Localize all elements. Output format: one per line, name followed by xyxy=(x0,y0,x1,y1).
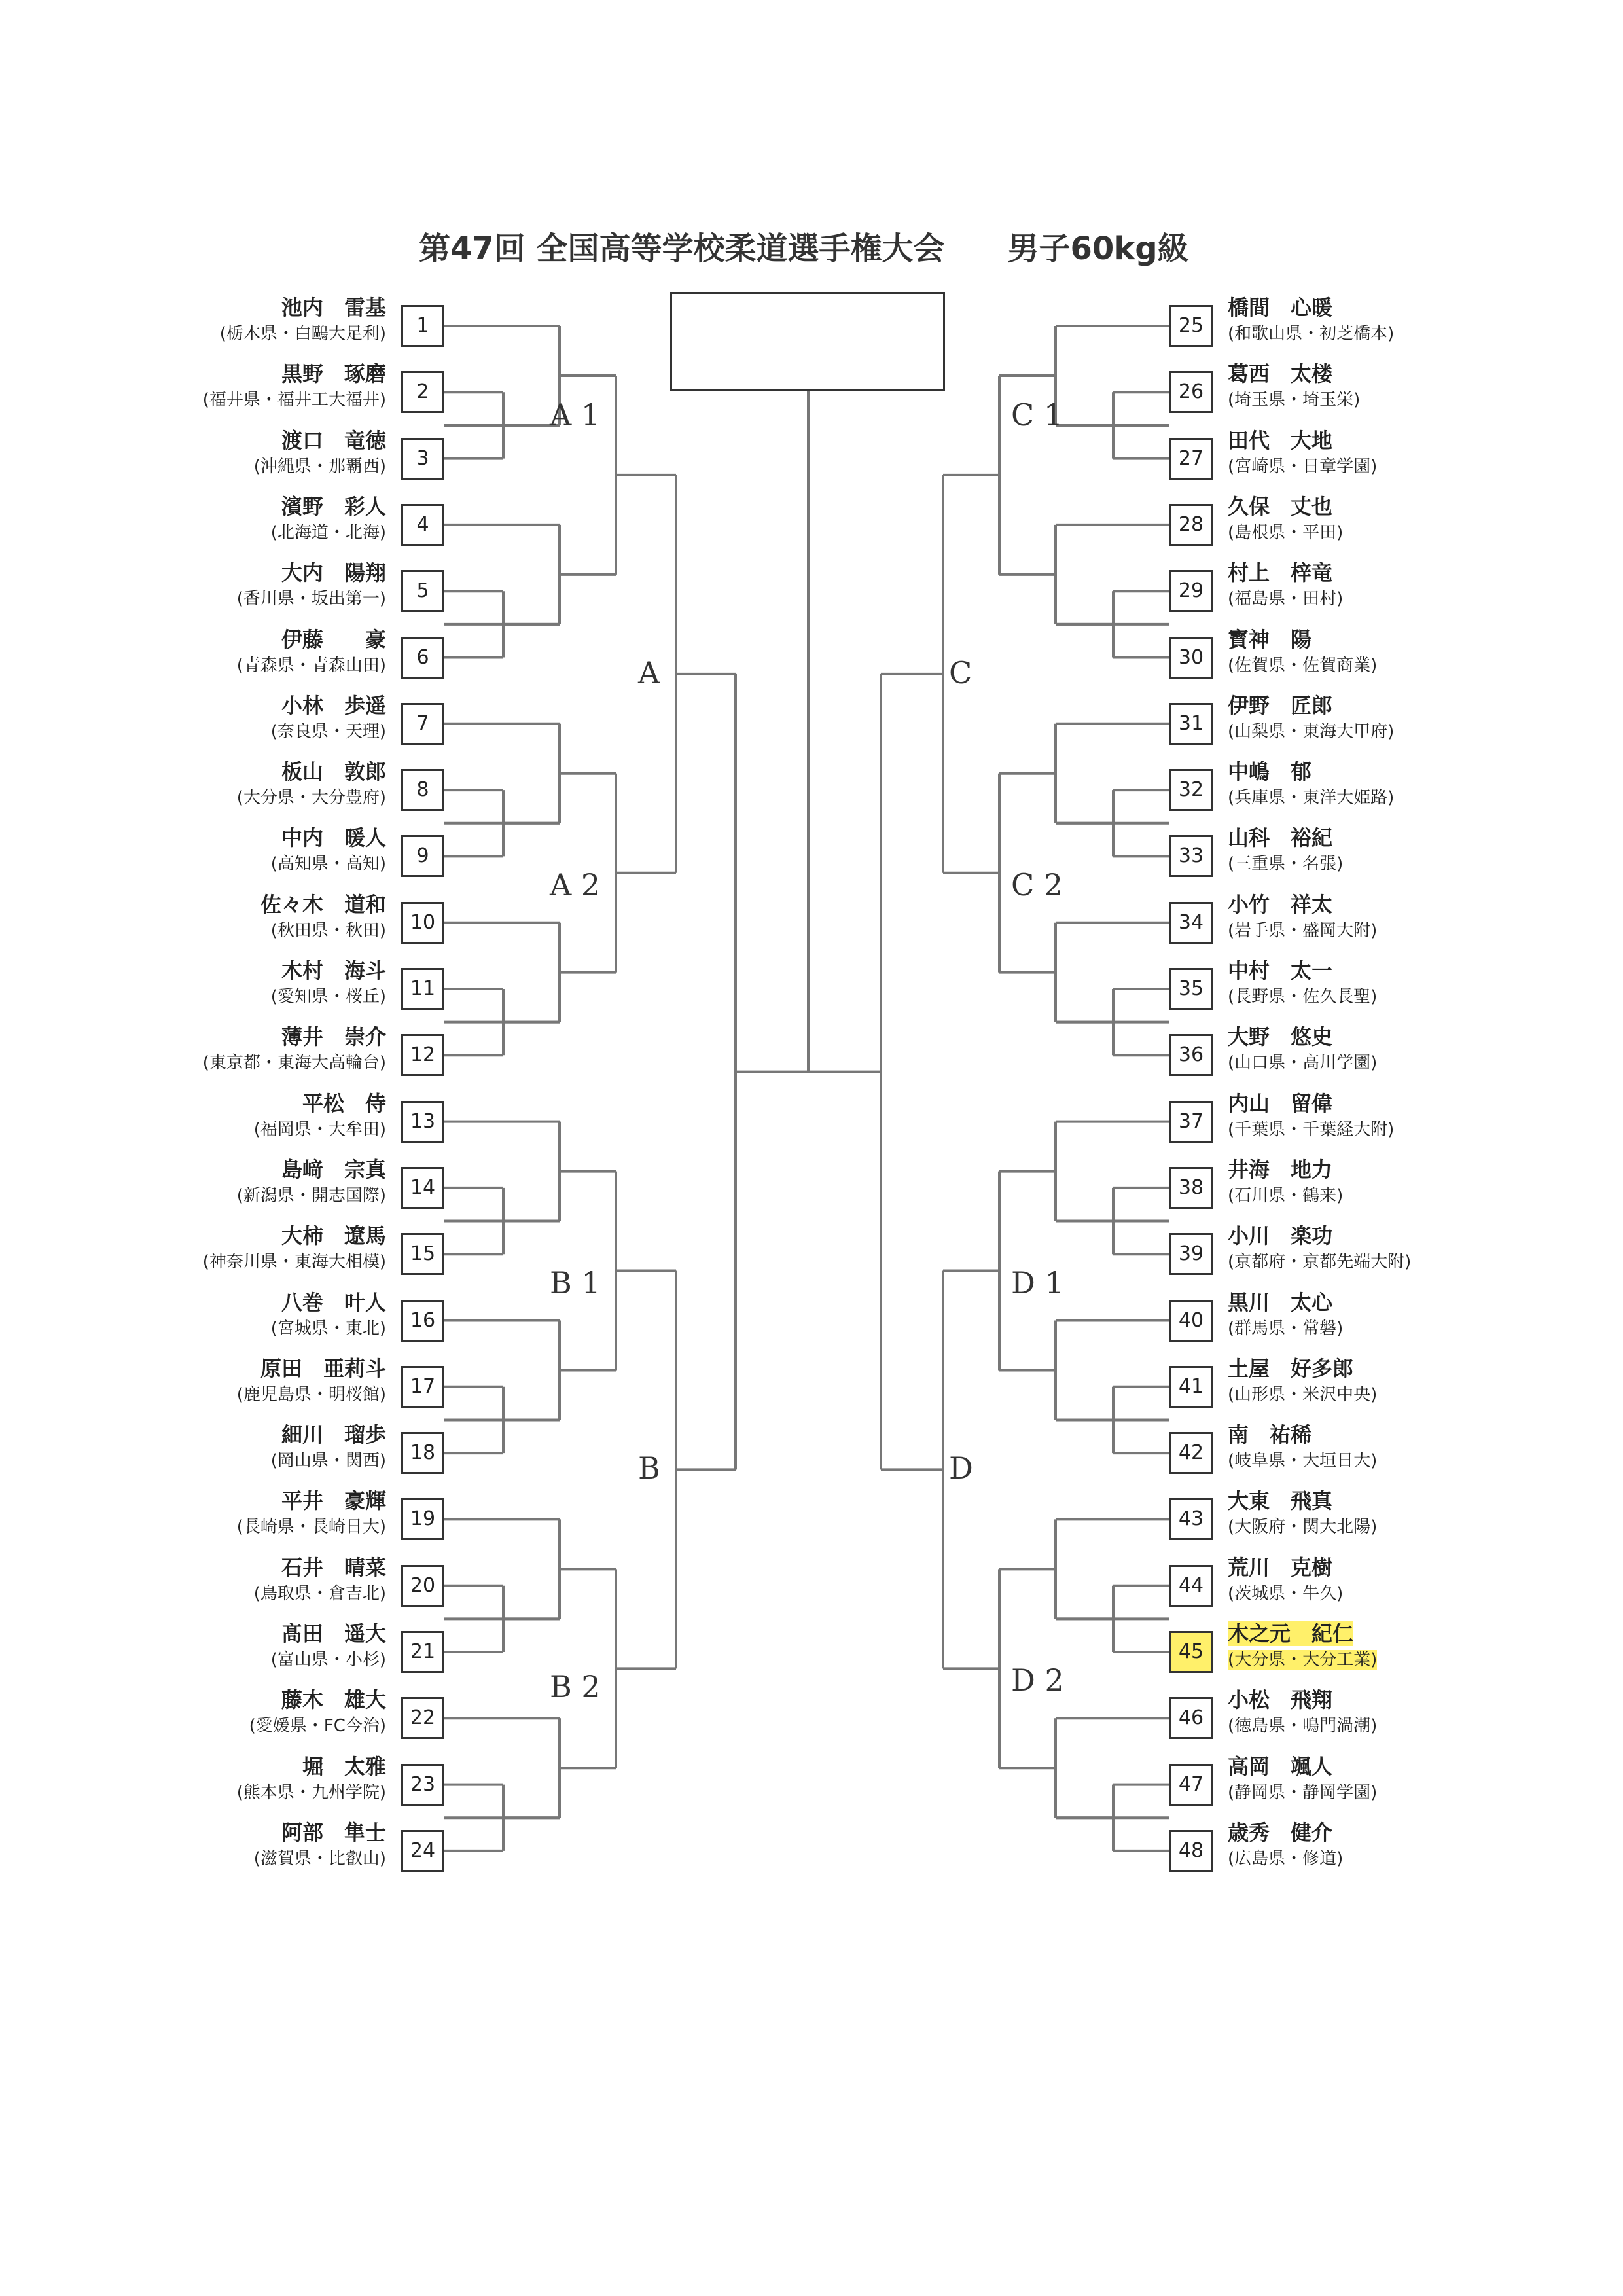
player-number-box: 36 xyxy=(1169,1034,1213,1076)
player-name: 板山 敦郎 xyxy=(281,759,386,785)
player-team: (長崎県・長崎日大) xyxy=(236,1517,386,1537)
player-team: (沖縄県・那覇西) xyxy=(253,456,386,476)
pool-label-a: A xyxy=(638,655,660,691)
pool-label-d: D xyxy=(949,1450,973,1486)
player-number-box: 35 xyxy=(1169,968,1213,1010)
player-name: 黒野 琢磨 xyxy=(281,361,386,387)
player-number-box: 7 xyxy=(401,703,444,745)
player-number-box: 9 xyxy=(401,835,444,877)
player-name: 大東 飛真 xyxy=(1228,1488,1333,1514)
player-team: (秋田県・秋田) xyxy=(270,920,386,941)
player-number-box: 48 xyxy=(1169,1830,1213,1872)
player-name: 葛西 太楼 xyxy=(1228,361,1333,387)
player-name: 伊野 匠郎 xyxy=(1228,692,1333,718)
pool-label-a1: A 1 xyxy=(550,397,601,433)
player-team: (和歌山県・初芝橋本) xyxy=(1228,324,1395,344)
player-name: 渡口 竜徳 xyxy=(281,427,386,453)
player-team: (大阪府・関大北陽) xyxy=(1228,1517,1378,1537)
player-team: (福井県・福井工大福井) xyxy=(202,390,386,410)
player-name: 土屋 好多郎 xyxy=(1228,1355,1354,1381)
player-number-box: 14 xyxy=(401,1167,444,1209)
player-number-box: 19 xyxy=(401,1498,444,1540)
player-number-box: 45 xyxy=(1169,1631,1213,1673)
player-team: (山形県・米沢中央) xyxy=(1228,1384,1378,1405)
player-team: (福島県・田村) xyxy=(1228,589,1344,609)
player-number-box: 34 xyxy=(1169,902,1213,944)
player-team: (島根県・平田) xyxy=(1228,522,1344,543)
player-number-box: 42 xyxy=(1169,1432,1213,1474)
player-name: 荒川 克樹 xyxy=(1228,1554,1333,1580)
player-number-box: 1 xyxy=(401,305,444,347)
player-team: (青森県・青森山田) xyxy=(236,655,386,675)
player-name: 石井 晴菜 xyxy=(281,1554,386,1580)
player-name: 木村 海斗 xyxy=(281,958,386,983)
player-number-box: 41 xyxy=(1169,1366,1213,1408)
weight-class: 男子60kg級 xyxy=(1007,230,1189,267)
player-number-box: 5 xyxy=(401,570,444,612)
player-team: (岡山県・関西) xyxy=(270,1451,386,1471)
tournament-title: 第47回 全国高等学校柔道選手権大会 xyxy=(419,230,945,267)
player-name: 木之元 紀仁 xyxy=(1228,1621,1354,1646)
player-name: 池内 雷基 xyxy=(281,295,386,320)
player-team: (北海道・北海) xyxy=(270,522,386,543)
player-team: (京都府・京都先端大附) xyxy=(1228,1252,1412,1272)
player-number-box: 47 xyxy=(1169,1764,1213,1806)
pool-label-c: C xyxy=(949,655,972,691)
player-number-box: 37 xyxy=(1169,1101,1213,1143)
pool-label-c2: C 2 xyxy=(1011,867,1063,903)
player-number-box: 31 xyxy=(1169,703,1213,745)
player-number-box: 33 xyxy=(1169,835,1213,877)
player-number-box: 6 xyxy=(401,637,444,679)
player-team: (熊本県・九州学院) xyxy=(236,1782,386,1803)
pool-label-b2: B 2 xyxy=(550,1669,601,1705)
player-name: 八巻 叶人 xyxy=(281,1289,386,1315)
player-name: 小林 歩遥 xyxy=(281,692,386,718)
player-team: (愛媛県・FC今治) xyxy=(249,1716,386,1736)
player-number-box: 46 xyxy=(1169,1697,1213,1739)
player-name: 大野 悠史 xyxy=(1228,1024,1333,1050)
player-team: (兵庫県・東洋大姫路) xyxy=(1228,788,1395,808)
player-team: (徳島県・鳴門渦潮) xyxy=(1228,1716,1378,1736)
player-name: 細川 瑠歩 xyxy=(281,1422,386,1448)
player-name: 歳秀 健介 xyxy=(1228,1820,1333,1845)
player-team: (新潟県・開志国際) xyxy=(236,1185,386,1206)
player-team: (山口県・高川学園) xyxy=(1228,1053,1378,1073)
player-number-box: 16 xyxy=(401,1300,444,1342)
player-number-box: 18 xyxy=(401,1432,444,1474)
player-number-box: 17 xyxy=(401,1366,444,1408)
player-team: (長野県・佐久長聖) xyxy=(1228,987,1378,1007)
player-team: (千葉県・千葉経大附) xyxy=(1228,1119,1395,1139)
player-number-box: 29 xyxy=(1169,570,1213,612)
player-name: 久保 丈也 xyxy=(1228,493,1333,519)
player-team: (大分県・大分工業) xyxy=(1228,1650,1378,1670)
player-number-box: 8 xyxy=(401,769,444,811)
player-name: 濱野 彩人 xyxy=(281,493,386,519)
player-name: 佐々木 道和 xyxy=(260,891,386,917)
player-number-box: 23 xyxy=(401,1764,444,1806)
player-number-box: 38 xyxy=(1169,1167,1213,1209)
player-number-box: 43 xyxy=(1169,1498,1213,1540)
player-team: (鹿児島県・明桜館) xyxy=(236,1384,386,1405)
player-number-box: 13 xyxy=(401,1101,444,1143)
player-name: 山科 裕紀 xyxy=(1228,825,1333,851)
player-name: 小松 飛翔 xyxy=(1228,1687,1333,1713)
player-team: (栃木県・白鷗大足利) xyxy=(219,324,386,344)
player-number-box: 12 xyxy=(401,1034,444,1076)
player-team: (岐阜県・大垣日大) xyxy=(1228,1451,1378,1471)
player-name: 黒川 太心 xyxy=(1228,1289,1333,1315)
player-name: 阿部 隼士 xyxy=(281,1820,386,1845)
player-name: 薄井 崇介 xyxy=(281,1024,386,1050)
player-name: 田代 大地 xyxy=(1228,427,1333,453)
player-number-box: 2 xyxy=(401,371,444,413)
pool-label-a2: A 2 xyxy=(550,867,601,903)
pool-label-b: B xyxy=(638,1450,660,1486)
player-number-box: 3 xyxy=(401,438,444,480)
player-number-box: 4 xyxy=(401,504,444,546)
player-number-box: 11 xyxy=(401,968,444,1010)
player-name: 中嶋 郁 xyxy=(1228,759,1312,785)
player-team: (高知県・高知) xyxy=(270,854,386,874)
player-team: (広島県・修道) xyxy=(1228,1848,1344,1869)
player-name: 大内 陽翔 xyxy=(281,560,386,586)
player-team: (佐賀県・佐賀商業) xyxy=(1228,655,1378,675)
player-name: 小川 楽功 xyxy=(1228,1223,1333,1249)
player-team: (奈良県・天理) xyxy=(270,721,386,742)
player-team: (山梨県・東海大甲府) xyxy=(1228,721,1395,742)
player-number-box: 40 xyxy=(1169,1300,1213,1342)
player-name: 内山 留偉 xyxy=(1228,1090,1333,1116)
player-number-box: 10 xyxy=(401,902,444,944)
player-team: (静岡県・静岡学園) xyxy=(1228,1782,1378,1803)
player-name: 大柿 遼馬 xyxy=(281,1223,386,1249)
player-name: 平松 侍 xyxy=(302,1090,386,1116)
player-number-box: 20 xyxy=(401,1565,444,1607)
player-name: 小竹 祥太 xyxy=(1228,891,1333,917)
pool-label-d1: D 1 xyxy=(1011,1265,1064,1300)
player-number-box: 44 xyxy=(1169,1565,1213,1607)
player-team: (鳥取県・倉吉北) xyxy=(253,1583,386,1604)
player-team: (宮城県・東北) xyxy=(270,1318,386,1338)
player-number-box: 30 xyxy=(1169,637,1213,679)
player-team: (宮崎県・日章学園) xyxy=(1228,456,1378,476)
player-name: 原田 亜莉斗 xyxy=(260,1355,386,1381)
player-number-box: 21 xyxy=(401,1631,444,1673)
player-number-box: 26 xyxy=(1169,371,1213,413)
player-name: 中内 暖人 xyxy=(281,825,386,851)
player-team: (愛知県・桜丘) xyxy=(270,987,386,1007)
player-name: 橋間 心暖 xyxy=(1228,295,1333,320)
player-name: 高岡 颯人 xyxy=(1228,1753,1333,1779)
player-name: 堀 太雅 xyxy=(302,1753,386,1779)
player-name: 井海 地力 xyxy=(1228,1157,1333,1182)
player-number-box: 24 xyxy=(401,1830,444,1872)
player-name: 寳神 陽 xyxy=(1228,626,1312,652)
player-team: (埼玉県・埼玉栄) xyxy=(1228,390,1361,410)
player-team: (東京都・東海大高輪台) xyxy=(202,1053,386,1073)
player-name: 村上 梓竜 xyxy=(1228,560,1333,586)
player-name: 南 祐稀 xyxy=(1228,1422,1312,1448)
pool-label-d2: D 2 xyxy=(1011,1662,1064,1698)
player-team: (神奈川県・東海大相模) xyxy=(202,1252,386,1272)
player-number-box: 32 xyxy=(1169,769,1213,811)
player-team: (石川県・鶴来) xyxy=(1228,1185,1344,1206)
player-team: (三重県・名張) xyxy=(1228,854,1344,874)
player-team: (群馬県・常磐) xyxy=(1228,1318,1344,1338)
pool-label-b1: B 1 xyxy=(550,1265,601,1300)
player-name: 中村 太一 xyxy=(1228,958,1333,983)
player-team: (茨城県・牛久) xyxy=(1228,1583,1344,1604)
player-name: 平井 豪輝 xyxy=(281,1488,386,1514)
player-name: 髙田 遥大 xyxy=(281,1621,386,1646)
player-team: (福岡県・大牟田) xyxy=(253,1119,386,1139)
player-number-box: 39 xyxy=(1169,1233,1213,1275)
player-name: 島﨑 宗真 xyxy=(281,1157,386,1182)
player-team: (大分県・大分豊府) xyxy=(236,788,386,808)
player-team: (滋賀県・比叡山) xyxy=(253,1848,386,1869)
player-number-box: 22 xyxy=(401,1697,444,1739)
player-name: 藤木 雄大 xyxy=(281,1687,386,1713)
player-team: (富山県・小杉) xyxy=(270,1650,386,1670)
pool-label-c1: C 1 xyxy=(1011,397,1063,433)
player-number-box: 27 xyxy=(1169,438,1213,480)
player-name: 伊藤 豪 xyxy=(281,626,386,652)
player-team: (香川県・坂出第一) xyxy=(236,589,386,609)
player-number-box: 28 xyxy=(1169,504,1213,546)
player-team: (岩手県・盛岡大附) xyxy=(1228,920,1378,941)
player-number-box: 25 xyxy=(1169,305,1213,347)
player-number-box: 15 xyxy=(401,1233,444,1275)
